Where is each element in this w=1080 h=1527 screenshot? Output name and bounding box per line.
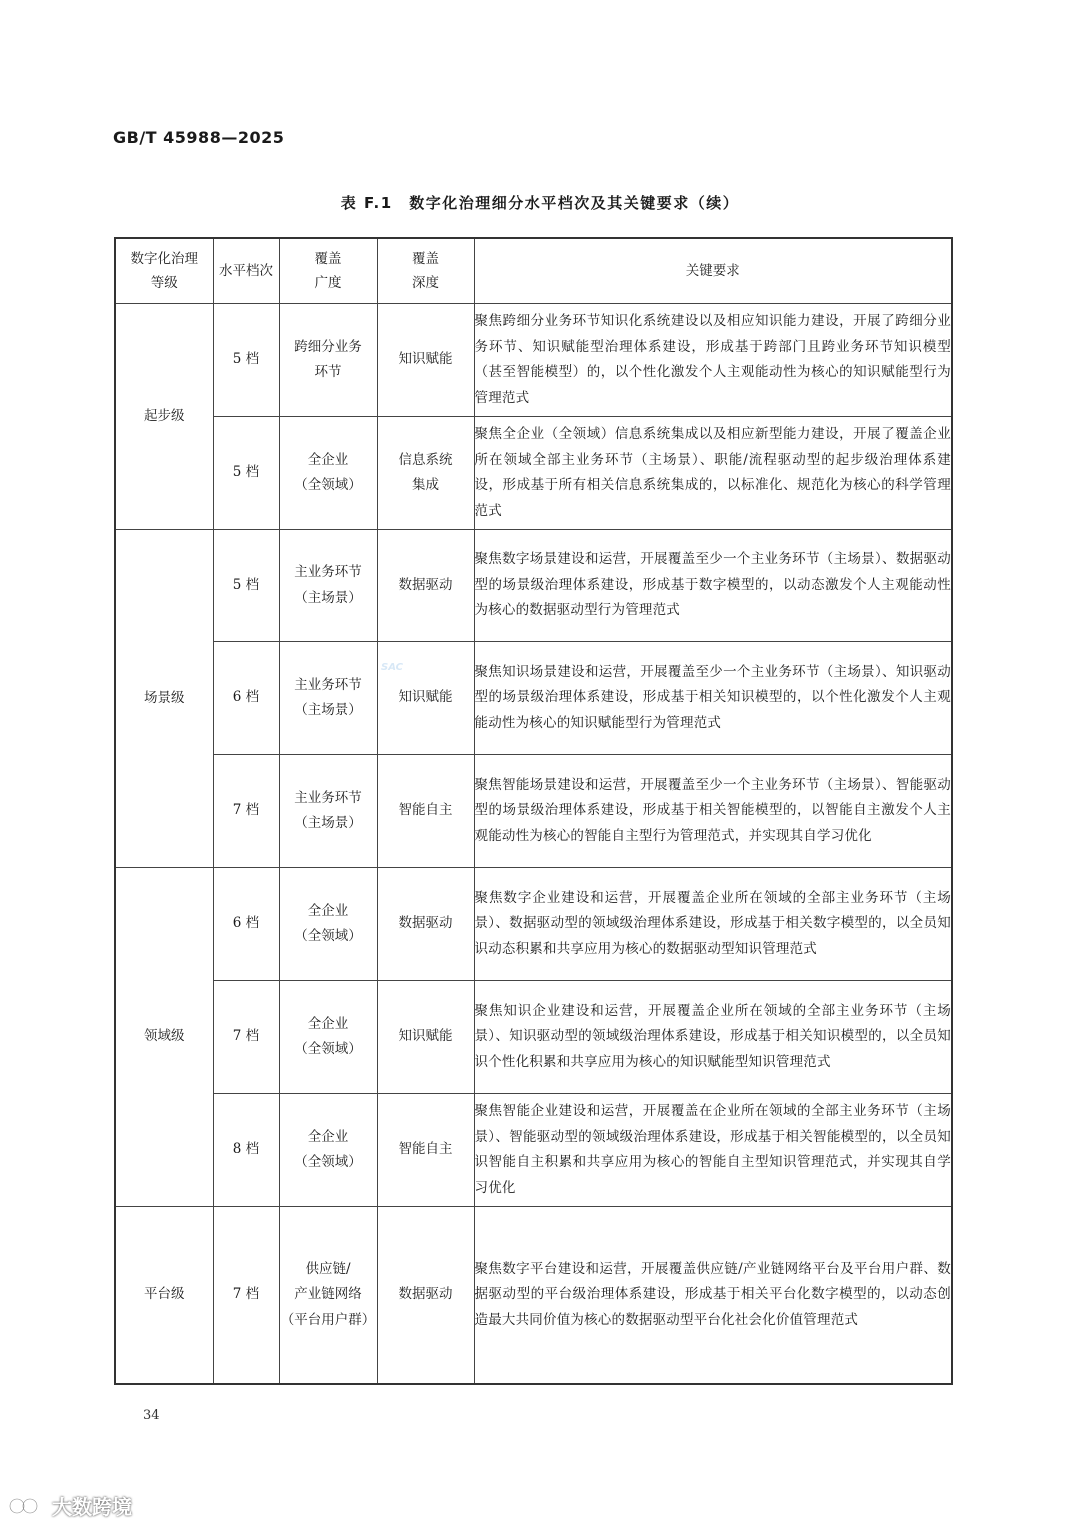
requirement-cell: 聚焦数字平台建设和运营，开展覆盖供应链/产业链网络平台及平台用户群、数据驱动型的平台级治理体系建设，形成基于相关平台化数字模型的，以动态创造最大共同价值为核心的数据驱动型平台化社会化价值管理范式 <box>474 1207 952 1385</box>
table-caption: 表 F.1 数字化治理细分水平档次及其关键要求（续） <box>340 194 740 212</box>
grade-cell: 8 档 <box>213 1094 279 1207</box>
requirements-table <box>114 237 953 1385</box>
requirement-cell: 聚焦智能场景建设和运营，开展覆盖至少一个主业务环节（主场景）、智能驱动型的场景级治理体系建设，形成基于相关智能模型的，以智能自主激发个人主观能动性为核心的智能自主型行为管理范式，并实现其自学习优化 <box>474 755 952 868</box>
sac-stamp: SAC <box>381 662 403 673</box>
table-row <box>115 1094 952 1207</box>
level-cell: 平台级 <box>115 1207 213 1385</box>
depth-cell: 知识赋能 <box>377 981 474 1094</box>
depth-cell: 数据驱动 <box>377 1207 474 1385</box>
table-row <box>115 755 952 868</box>
col-header-grade: 水平档次 <box>213 238 279 304</box>
requirement-cell: 聚焦智能企业建设和运营，开展覆盖在企业所在领域的全部主业务环节（主场景）、智能驱动型的领域级治理体系建设，形成基于相关智能模型的，以全员知识智能自主积累和共享应用为核心的智能自主型知识管理范式，并实现其自学习优化 <box>474 1094 952 1207</box>
requirement-cell: 聚焦数字企业建设和运营，开展覆盖企业所在领域的全部主业务环节（主场景）、数据驱动型的领域级治理体系建设，形成基于相关数字模型的，以全员知识动态积累和共享应用为核心的数据驱动型知识管理范式 <box>474 868 952 981</box>
breadth-cell: 全企业 （全领域） <box>279 868 377 981</box>
requirement-cell: 聚焦数字场景建设和运营，开展覆盖至少一个主业务环节（主场景）、数据驱动型的场景级治理体系建设，形成基于数字模型的，以动态激发个人主观能动性为核心的数据驱动型行为管理范式 <box>474 530 952 642</box>
table-row <box>115 1207 952 1385</box>
col-header-depth: 覆盖 深度 <box>377 238 474 304</box>
col-header-governance-level: 数字化治理 等级 <box>115 238 213 304</box>
table-row <box>115 642 952 755</box>
breadth-cell: 供应链/ 产业链网络 （平台用户群） <box>279 1207 377 1385</box>
grade-cell: 6 档 <box>213 868 279 981</box>
grade-cell: 5 档 <box>213 530 279 642</box>
depth-cell: 智能自主 <box>377 1094 474 1207</box>
breadth-cell: 主业务环节 （主场景） <box>279 530 377 642</box>
brand-logo-icon <box>8 1495 48 1517</box>
grade-cell: 5 档 <box>213 417 279 530</box>
grade-cell: 5 档 <box>213 304 279 417</box>
breadth-cell: 全企业 （全领域） <box>279 1094 377 1207</box>
table-row <box>115 530 952 642</box>
grade-cell: 6 档 <box>213 642 279 755</box>
table-row <box>115 417 952 530</box>
breadth-cell: 跨细分业务 环节 <box>279 304 377 417</box>
depth-cell: 智能自主 <box>377 755 474 868</box>
depth-cell: 数据驱动 <box>377 868 474 981</box>
requirement-cell: 聚焦全企业（全领域）信息系统集成以及相应新型能力建设，开展了覆盖企业所在领域全部主业务环节（主场景）、职能/流程驱动型的起步级治理体系建设，形成基于所有相关信息系统集成的，以标准化、规范化为核心的科学管理范式 <box>474 417 952 530</box>
page-number: 34 <box>143 1408 160 1423</box>
brand-watermark <box>8 1491 132 1520</box>
level-cell: 领域级 <box>115 868 213 1207</box>
table-header-row <box>115 238 952 304</box>
brand-watermark-text: 大数跨境 <box>52 1495 132 1519</box>
grade-cell: 7 档 <box>213 755 279 868</box>
depth-cell: 数据驱动 <box>377 530 474 642</box>
table-row <box>115 981 952 1094</box>
requirement-cell: 聚焦知识企业建设和运营，开展覆盖企业所在领域的全部主业务环节（主场景）、知识驱动型的领域级治理体系建设，形成基于相关知识模型的，以全员知识个性化积累和共享应用为核心的知识赋能型知识管理范式 <box>474 981 952 1094</box>
depth-cell: 信息系统 集成 <box>377 417 474 530</box>
breadth-cell: 全企业 （全领域） <box>279 417 377 530</box>
breadth-cell: 主业务环节 （主场景） <box>279 642 377 755</box>
depth-cell: 知识赋能 <box>377 304 474 417</box>
grade-cell: 7 档 <box>213 1207 279 1385</box>
table-row <box>115 304 952 417</box>
requirement-cell: 聚焦跨细分业务环节知识化系统建设以及相应知识能力建设，开展了跨细分业务环节、知识赋能型治理体系建设，形成基于跨部门且跨业务环节知识模型（甚至智能模型）的，以个性化激发个人主观能动性为核心的知识赋能型行为管理范式 <box>474 304 952 417</box>
col-header-breadth: 覆盖 广度 <box>279 238 377 304</box>
level-cell: 起步级 <box>115 304 213 530</box>
col-header-requirements: 关键要求 <box>474 238 952 304</box>
requirement-cell: 聚焦知识场景建设和运营，开展覆盖至少一个主业务环节（主场景）、知识驱动型的场景级治理体系建设，形成基于相关知识模型的，以个性化激发个人主观能动性为核心的知识赋能型行为管理范式 <box>474 642 952 755</box>
breadth-cell: 全企业 （全领域） <box>279 981 377 1094</box>
depth-cell: 知识赋能 <box>377 642 474 755</box>
level-cell: 场景级 <box>115 530 213 868</box>
breadth-cell: 主业务环节 （主场景） <box>279 755 377 868</box>
standard-number: GB/T 45988—2025 <box>113 128 285 147</box>
table-row <box>115 868 952 981</box>
grade-cell: 7 档 <box>213 981 279 1094</box>
